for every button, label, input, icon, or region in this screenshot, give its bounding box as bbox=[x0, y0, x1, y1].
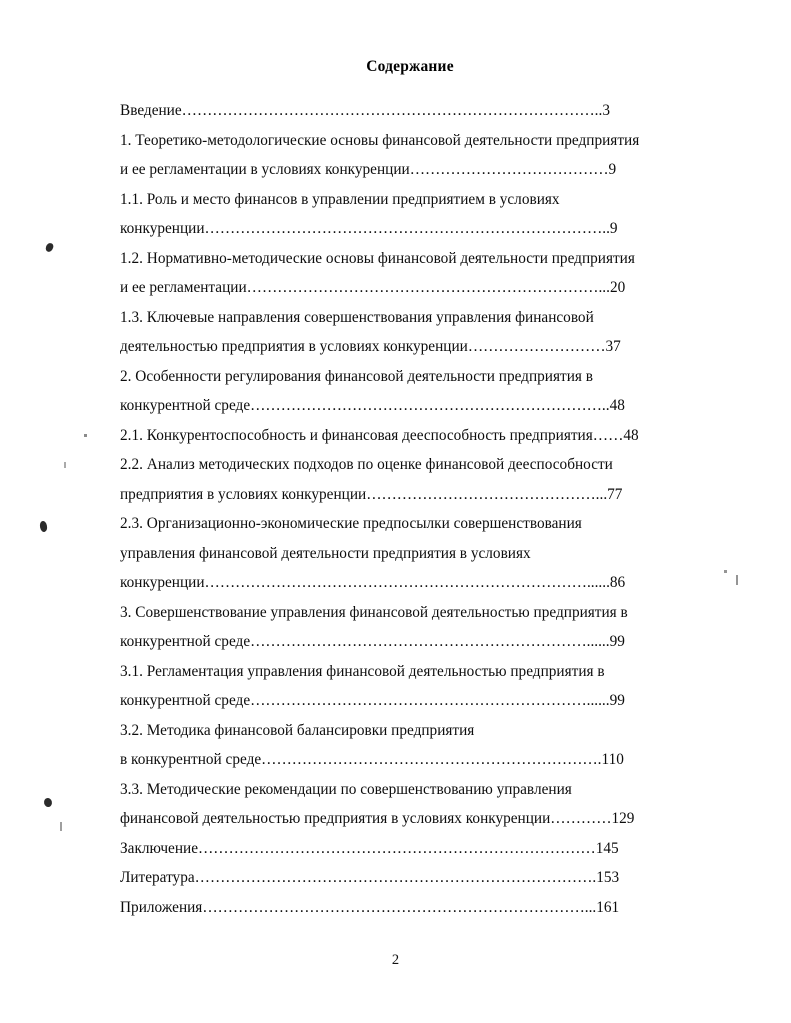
toc-entry-line[interactable]: 3. Совершенствование управления финансовой деятельностью предприятия в bbox=[120, 603, 628, 621]
toc-entry-line[interactable]: Литература…………………………………………………………………….153 bbox=[120, 869, 620, 887]
toc-entry-line[interactable]: 1.1. Роль и место финансов в управлении предприятием в условиях bbox=[120, 190, 560, 208]
toc-entry-line[interactable]: и ее регламентации……………………………………………………………...20 bbox=[120, 279, 626, 297]
scan-artifact bbox=[39, 520, 48, 532]
table-of-contents bbox=[120, 96, 700, 922]
scan-artifact bbox=[60, 822, 62, 831]
toc-entry-line[interactable]: предприятия в условиях конкуренции………………………………………...77 bbox=[120, 485, 623, 503]
scan-artifact bbox=[64, 462, 66, 468]
toc-entry-line[interactable]: 1.2. Нормативно-методические основы финансовой деятельности предприятия bbox=[120, 249, 635, 267]
toc-entry-line[interactable]: 1.3. Ключевые направления совершенствования управления финансовой bbox=[120, 308, 594, 326]
scan-artifact bbox=[43, 797, 52, 807]
toc-entry-line[interactable]: конкуренции…………………………………………………………………......86 bbox=[120, 574, 626, 592]
toc-entry-line[interactable]: финансовой деятельностью предприятия в условиях конкуренции…………129 bbox=[120, 810, 635, 828]
toc-entry-line[interactable]: 3.3. Методические рекомендации по совершенствованию управления bbox=[120, 780, 572, 798]
toc-entry-line[interactable]: конкурентной среде…………………………………………………………......99 bbox=[120, 692, 625, 710]
toc-entry-line[interactable]: Введение………………………………………………………………………..3 bbox=[120, 102, 610, 119]
toc-entry-line[interactable]: 3.1. Регламентация управления финансовой деятельностью предприятия в bbox=[120, 662, 605, 680]
toc-entry-line[interactable]: деятельностью предприятия в условиях конкуренции………………………37 bbox=[120, 338, 621, 356]
toc-entry-line[interactable]: и ее регламентации в условиях конкуренции…………………………………9 bbox=[120, 161, 617, 179]
toc-entry-line[interactable]: Заключение……………………………………………………………………145 bbox=[120, 839, 619, 857]
scan-artifact bbox=[724, 570, 727, 573]
toc-entry-line[interactable]: 1. Теоретико-методологические основы финансовой деятельности предприятия bbox=[120, 131, 640, 149]
toc-entry-line[interactable]: в конкурентной среде………………………………………………………….110 bbox=[120, 751, 624, 769]
toc-entry-line[interactable]: конкуренции……………………………………………………………………..9 bbox=[120, 220, 618, 238]
page-title: Содержание bbox=[366, 58, 454, 75]
page-body bbox=[120, 58, 700, 922]
toc-entry-line[interactable]: конкурентной среде…………………………………………………………......99 bbox=[120, 633, 625, 651]
toc-entry-line[interactable]: 2.2. Анализ методических подходов по оценке финансовой дееспособности bbox=[120, 456, 613, 474]
toc-entry-line[interactable]: 2.1. Конкурентоспособность и финансовая дееспособность предприятия……48 bbox=[120, 426, 639, 444]
toc-entry-line[interactable]: 2.3. Организационно-экономические предпосылки совершенствования bbox=[120, 515, 582, 533]
toc-entry-line[interactable]: 2. Особенности регулирования финансовой деятельности предприятия в bbox=[120, 367, 593, 385]
toc-entry-line[interactable]: Приложения…………………………………………………………………...161 bbox=[120, 898, 620, 916]
page-number: 2 bbox=[391, 952, 400, 968]
toc-entry-line[interactable]: конкурентной среде……………………………………………………………..48 bbox=[120, 397, 625, 415]
toc-entry-line[interactable]: управления финансовой деятельности предприятия в условиях bbox=[120, 544, 531, 562]
toc-entry-line[interactable]: 3.2. Методика финансовой балансировки предприятия bbox=[120, 721, 475, 739]
scan-artifact bbox=[45, 242, 54, 253]
scan-artifact bbox=[736, 575, 738, 585]
scan-artifact bbox=[84, 434, 87, 437]
